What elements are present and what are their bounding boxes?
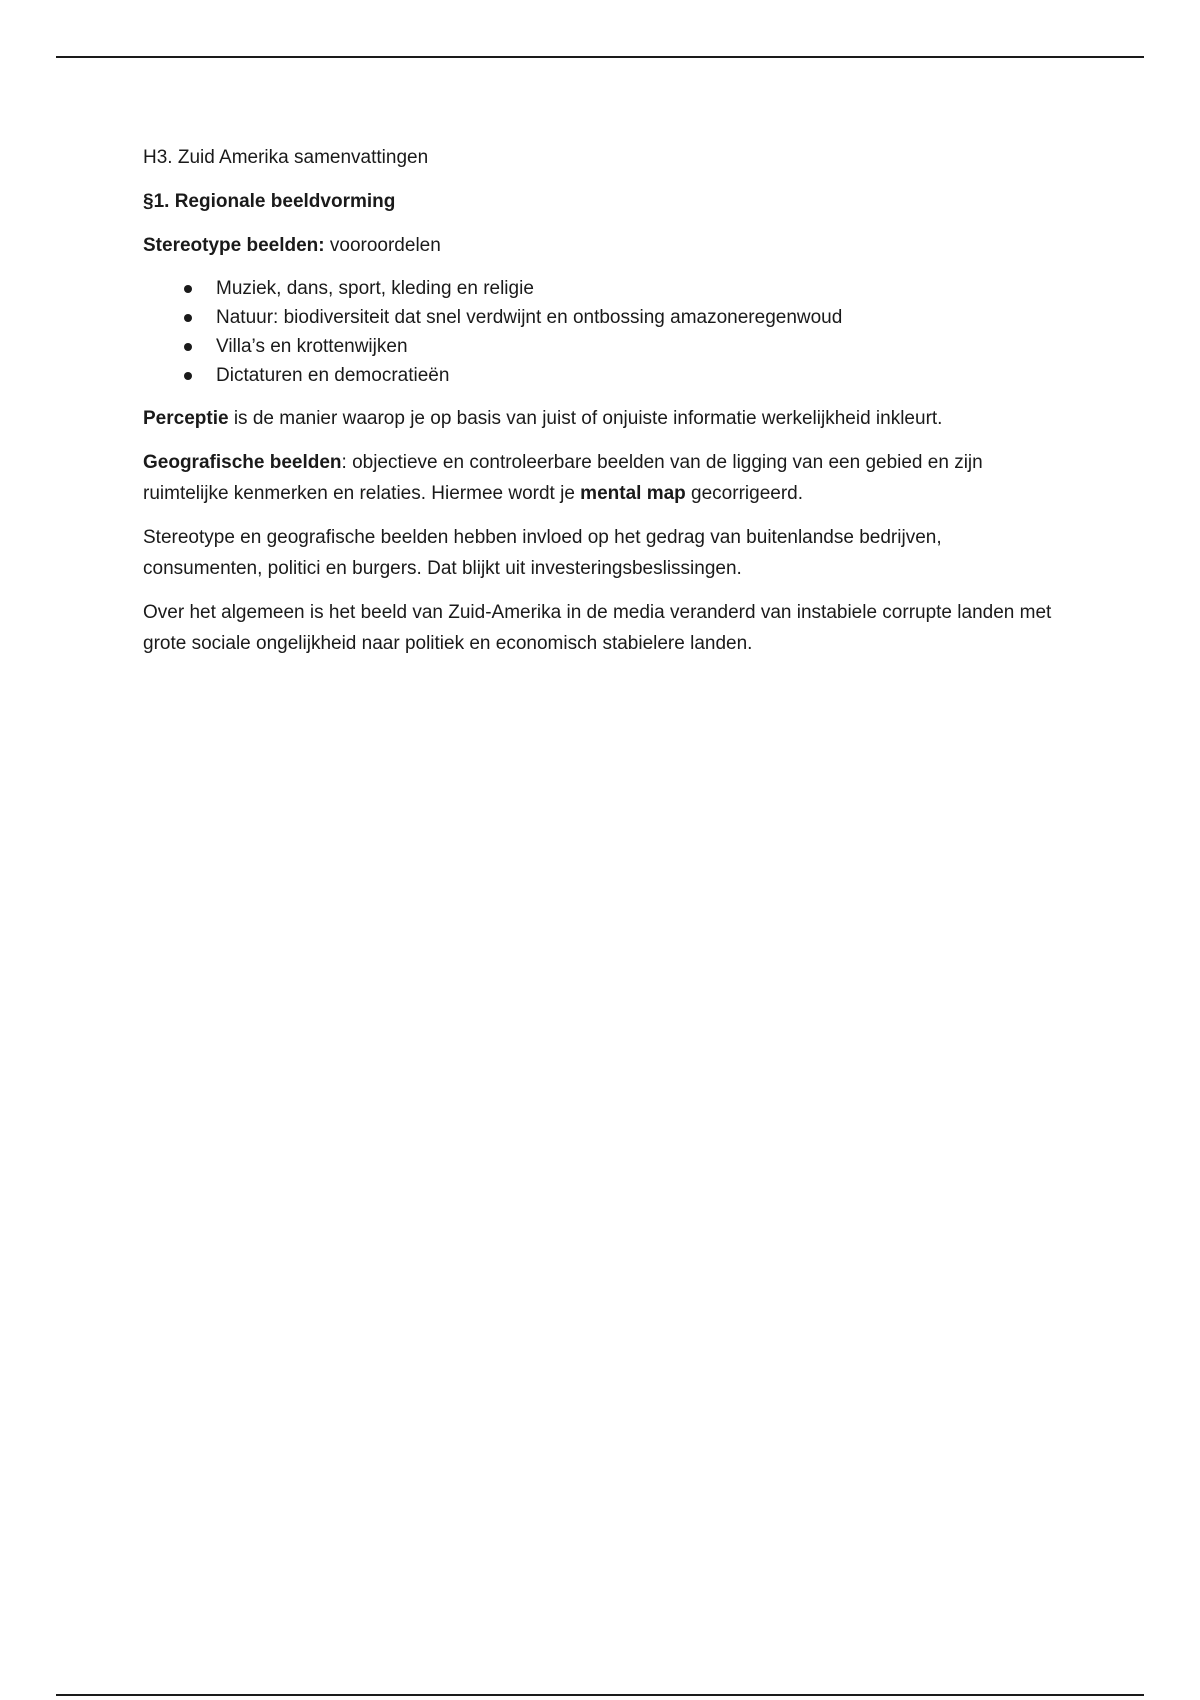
perceptie-paragraph [143,403,1053,434]
list-item [143,303,1053,332]
list-item-text: Muziek, dans, sport, kleding en religie [216,278,534,299]
stereotype-text: vooroordelen [324,235,441,256]
bullet-icon [184,314,192,322]
top-rule [56,56,1144,58]
geografische-text: : objectieve en controleerbare beelden van de ligging van een gebied en zijn ruimtelijke kenmerken en relaties. Hiermee wordt je [143,452,983,504]
perceptie-term: Perceptie [143,408,229,429]
list-item-text: Natuur: biodiversiteit dat snel verdwijnt en ontbossing amazoneregenwoud [216,307,843,328]
list-item-text: Dictaturen en democratieën [216,365,450,386]
stereotype-term: Stereotype beelden: [143,235,325,256]
list-item-text: Villa’s en krottenwijken [216,336,408,357]
geografische-paragraph [143,447,1053,509]
bottom-rule [56,1694,1144,1696]
stereotype-definition [143,230,1053,261]
bullet-icon [184,372,192,380]
list-item [143,361,1053,390]
media-paragraph: Over het algemeen is het beeld van Zuid-Amerika in de media veranderd van instabiele corrupte landen met grote sociale ongelijkheid naar politiek en economisch stabielere landen. [143,602,1052,654]
stereotype-list [143,274,1053,390]
document-body [143,142,1053,672]
section-heading [143,186,1053,217]
influence-paragraph: Stereotype en geografische beelden hebben invloed op het gedrag van buitenlandse bedrijven, consumenten, politici en burgers. Dat blijkt uit investeringsbeslissingen. [143,527,942,579]
geografische-term: Geografische beelden [143,452,342,473]
bullet-icon [184,285,192,293]
list-item [143,332,1053,361]
mental-map-term: mental map [580,483,686,504]
list-item [143,274,1053,303]
section-heading-text: §1. Regionale beeldvorming [143,191,396,212]
geografische-text-end: gecorrigeerd. [685,483,803,504]
perceptie-text: is de manier waarop je op basis van juist of onjuiste informatie werkelijkheid inkleurt. [228,408,943,429]
bullet-icon [184,343,192,351]
document-title: H3. Zuid Amerika samenvattingen [143,147,429,168]
